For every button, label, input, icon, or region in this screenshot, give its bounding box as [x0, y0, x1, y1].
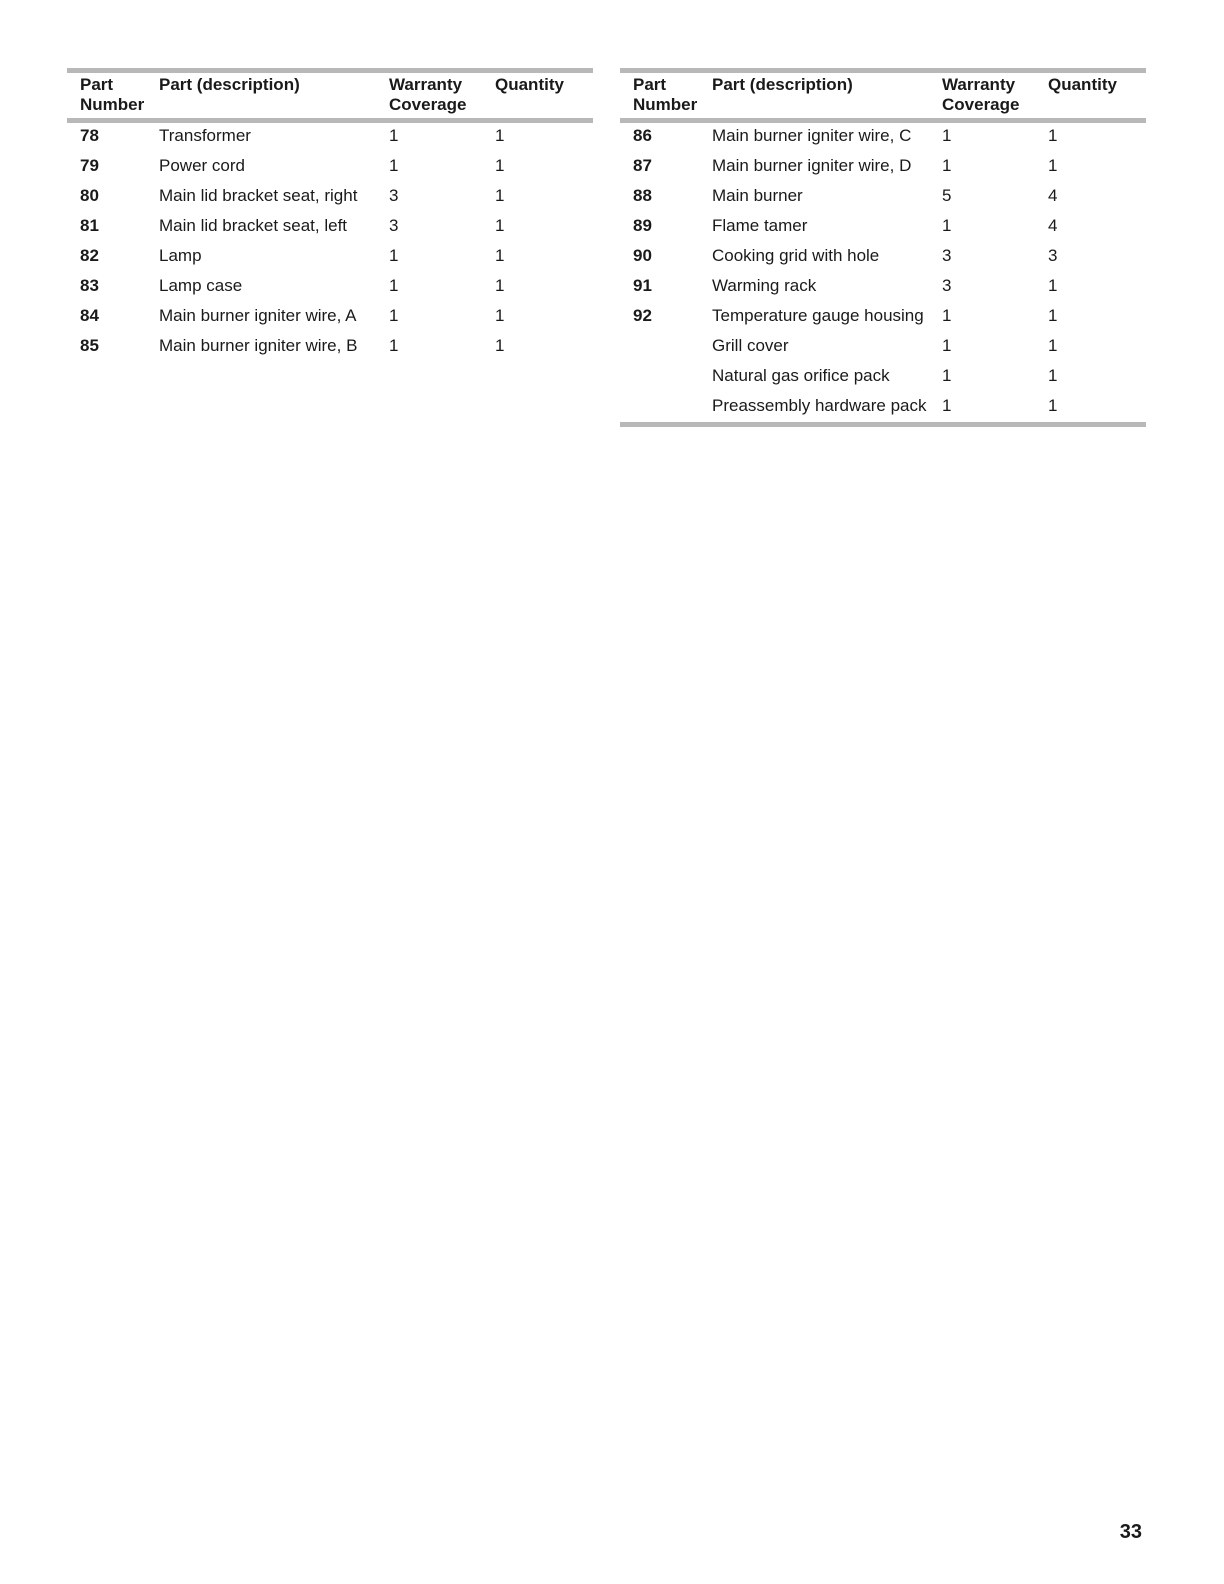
- quantity: 1: [1048, 366, 1058, 385]
- part-description: Preassembly hardware pack: [712, 396, 927, 415]
- part-description: Main burner igniter wire, C: [712, 126, 912, 145]
- column-header-warranty: [389, 71, 495, 121]
- part-number: 92: [633, 306, 652, 325]
- part-description: Warming rack: [712, 276, 817, 295]
- table-row: [620, 276, 1146, 306]
- part-description: Grill cover: [712, 336, 789, 355]
- quantity: 1: [495, 276, 505, 295]
- warranty-coverage: 5: [942, 186, 952, 205]
- part-description: Main lid bracket seat, left: [159, 216, 348, 235]
- table-row: [620, 156, 1146, 186]
- part-number: 82: [80, 246, 99, 265]
- part-number: [620, 396, 712, 425]
- part-number: 78: [80, 126, 99, 145]
- column-header-description: Part (description): [712, 75, 853, 94]
- table-row: [67, 186, 593, 216]
- quantity: 1: [495, 336, 505, 355]
- quantity: 1: [495, 306, 505, 325]
- part-number: [620, 336, 712, 366]
- quantity: 1: [495, 186, 505, 205]
- part-description: Main burner igniter wire, B: [159, 336, 358, 355]
- warranty-coverage: 1: [389, 306, 399, 325]
- table-row: [620, 246, 1146, 276]
- quantity: 1: [495, 216, 505, 235]
- part-number: 86: [633, 126, 652, 145]
- column-header-quantity: Quantity: [1048, 75, 1117, 94]
- table-row: [620, 396, 1146, 425]
- part-number: 87: [633, 156, 652, 175]
- part-description: Transformer: [159, 126, 251, 145]
- warranty-label: Warranty: [389, 75, 463, 94]
- table-row: [67, 246, 593, 276]
- quantity: 1: [495, 126, 505, 145]
- part-number: [620, 366, 712, 396]
- warranty-coverage: 1: [942, 156, 952, 175]
- warranty-coverage: 1: [942, 126, 952, 145]
- number-label: Number: [80, 95, 145, 114]
- quantity: 1: [1048, 336, 1058, 355]
- table-row: [620, 366, 1146, 396]
- quantity: 1: [1048, 156, 1058, 175]
- parts-table-left: [67, 68, 593, 366]
- parts-table-right: [620, 68, 1146, 427]
- quantity: 1: [495, 246, 505, 265]
- table-row: [67, 156, 593, 186]
- part-description: Temperature gauge housing: [712, 306, 924, 325]
- part-description: Lamp: [159, 246, 202, 265]
- warranty-coverage: 1: [389, 336, 399, 355]
- part-number: 90: [633, 246, 652, 265]
- warranty-coverage: 1: [389, 276, 399, 295]
- quantity: 4: [1048, 216, 1058, 235]
- warranty-coverage: 3: [389, 186, 399, 205]
- quantity: 3: [1048, 246, 1058, 265]
- coverage-label: Coverage: [389, 95, 467, 114]
- table-row: [620, 186, 1146, 216]
- part-description: Main burner: [712, 186, 803, 205]
- table-row: [67, 121, 593, 157]
- warranty-coverage: 1: [389, 246, 399, 265]
- warranty-coverage: 1: [942, 336, 952, 355]
- table-row: [67, 306, 593, 336]
- part-number: 80: [80, 186, 99, 205]
- table-row: [67, 336, 593, 366]
- part-number: 85: [80, 336, 99, 355]
- part-label: Part: [80, 75, 114, 94]
- quantity: 4: [1048, 186, 1058, 205]
- column-header-quantity: Quantity: [495, 75, 564, 94]
- table-header-row: [67, 71, 593, 121]
- warranty-coverage: 1: [942, 216, 952, 235]
- warranty-coverage: 1: [942, 306, 952, 325]
- table-row: [620, 306, 1146, 336]
- part-description: Main burner igniter wire, D: [712, 156, 912, 175]
- number-label: Number: [633, 95, 698, 114]
- coverage-label: Coverage: [942, 95, 1020, 114]
- warranty-coverage: 3: [389, 216, 399, 235]
- quantity: 1: [1048, 276, 1058, 295]
- part-description: Cooking grid with hole: [712, 246, 880, 265]
- table-row: [620, 121, 1146, 157]
- quantity: 1: [495, 156, 505, 175]
- quantity: 1: [1048, 126, 1058, 145]
- part-description: Main lid bracket seat, right: [159, 186, 358, 205]
- part-number: 88: [633, 186, 652, 205]
- table-row: [620, 336, 1146, 366]
- warranty-coverage: 3: [942, 276, 952, 295]
- warranty-coverage: 3: [942, 246, 952, 265]
- part-number: 84: [80, 306, 99, 325]
- table-row: [67, 216, 593, 246]
- part-label: Part: [633, 75, 667, 94]
- part-description: Flame tamer: [712, 216, 808, 235]
- part-description: Power cord: [159, 156, 245, 175]
- warranty-coverage: 1: [942, 396, 952, 415]
- part-description: Natural gas orifice pack: [712, 366, 890, 385]
- column-header-description: Part (description): [159, 75, 300, 94]
- part-number: 81: [80, 216, 99, 235]
- quantity: 1: [1048, 396, 1058, 415]
- part-number: 79: [80, 156, 99, 175]
- table-header-row: [620, 71, 1146, 121]
- part-number: 89: [633, 216, 652, 235]
- part-number: 91: [633, 276, 652, 295]
- column-header-part-number: [620, 71, 712, 121]
- table-row: [620, 216, 1146, 246]
- part-number: 83: [80, 276, 99, 295]
- part-description: Lamp case: [159, 276, 243, 295]
- part-description: Main burner igniter wire, A: [159, 306, 357, 325]
- warranty-coverage: 1: [389, 156, 399, 175]
- warranty-label: Warranty: [942, 75, 1016, 94]
- quantity: 1: [1048, 306, 1058, 325]
- warranty-coverage: 1: [942, 366, 952, 385]
- column-header-warranty: [942, 71, 1048, 121]
- warranty-coverage: 1: [389, 126, 399, 145]
- column-header-part-number: [67, 71, 159, 121]
- table-row: [67, 276, 593, 306]
- page-number: 33: [1119, 1521, 1142, 1543]
